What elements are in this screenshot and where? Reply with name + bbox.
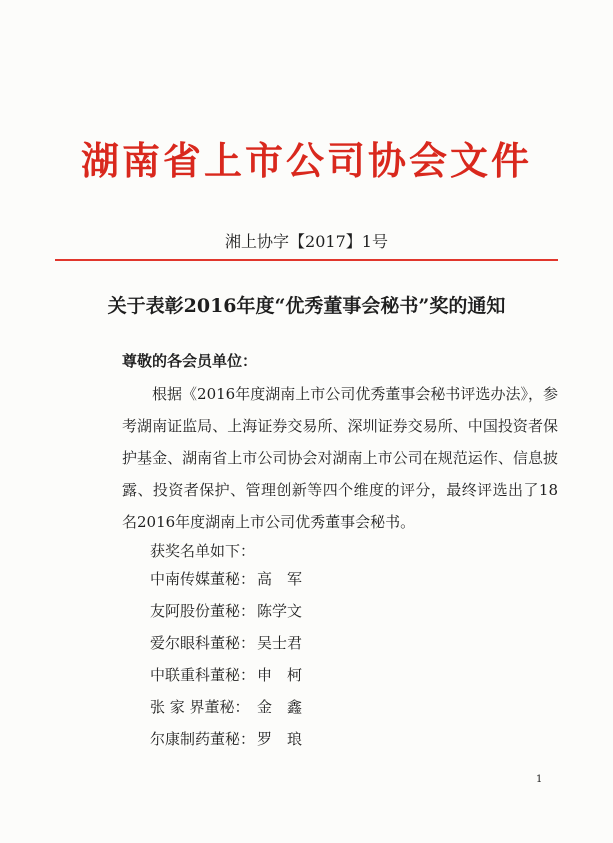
winner-row [150,664,302,696]
document-number: 湘上协字【2017】1号 [225,232,388,251]
winner-row [150,632,302,664]
winner-row [150,696,302,728]
body-paragraph-text: 根据《2016年度湖南上市公司优秀董事会秘书评选办法》，参考湖南证监局、上海证券交易所、深圳证券交易所、中国投资者保护基金、湖南省上市公司协会对湖南上市公司在规范运作、信息披露、投资者保护、管理创新等四个维度的评分，最终评选出了18名2016年度湖南上市公司优秀董事会秘书。 [122,385,558,531]
winner-row [150,728,302,760]
document-header-title: 湖南省上市公司协会文件 [80,139,532,183]
winner-name: 金 鑫 [257,698,303,716]
winner-company: 爱尔眼科董秘： [150,634,256,652]
body-paragraph [122,378,558,538]
page-number: 1 [536,774,543,785]
winner-name: 吴士君 [257,634,303,652]
notice-title: 关于表彰2016年度“优秀董事会秘书”奖的通知 [107,295,506,317]
winner-name: 陈学文 [257,602,303,620]
winner-name: 申 柯 [257,666,303,684]
winner-company: 中南传媒董秘： [150,570,256,588]
winner-name: 罗 琅 [257,730,303,748]
winner-company: 友阿股份董秘： [150,602,256,620]
winner-company: 尔康制药董秘： [150,730,256,748]
winner-name: 高 军 [257,570,303,588]
winner-row [150,600,302,632]
winner-list-intro: 获奖名单如下： [150,542,256,560]
winner-list [150,568,302,760]
salutation: 尊敬的各会员单位： [122,352,258,370]
red-divider-line [55,259,558,261]
winner-company: 中联重科董秘： [150,666,256,684]
winner-company: 张 家 界董秘： [150,698,250,716]
winner-row [150,568,302,600]
